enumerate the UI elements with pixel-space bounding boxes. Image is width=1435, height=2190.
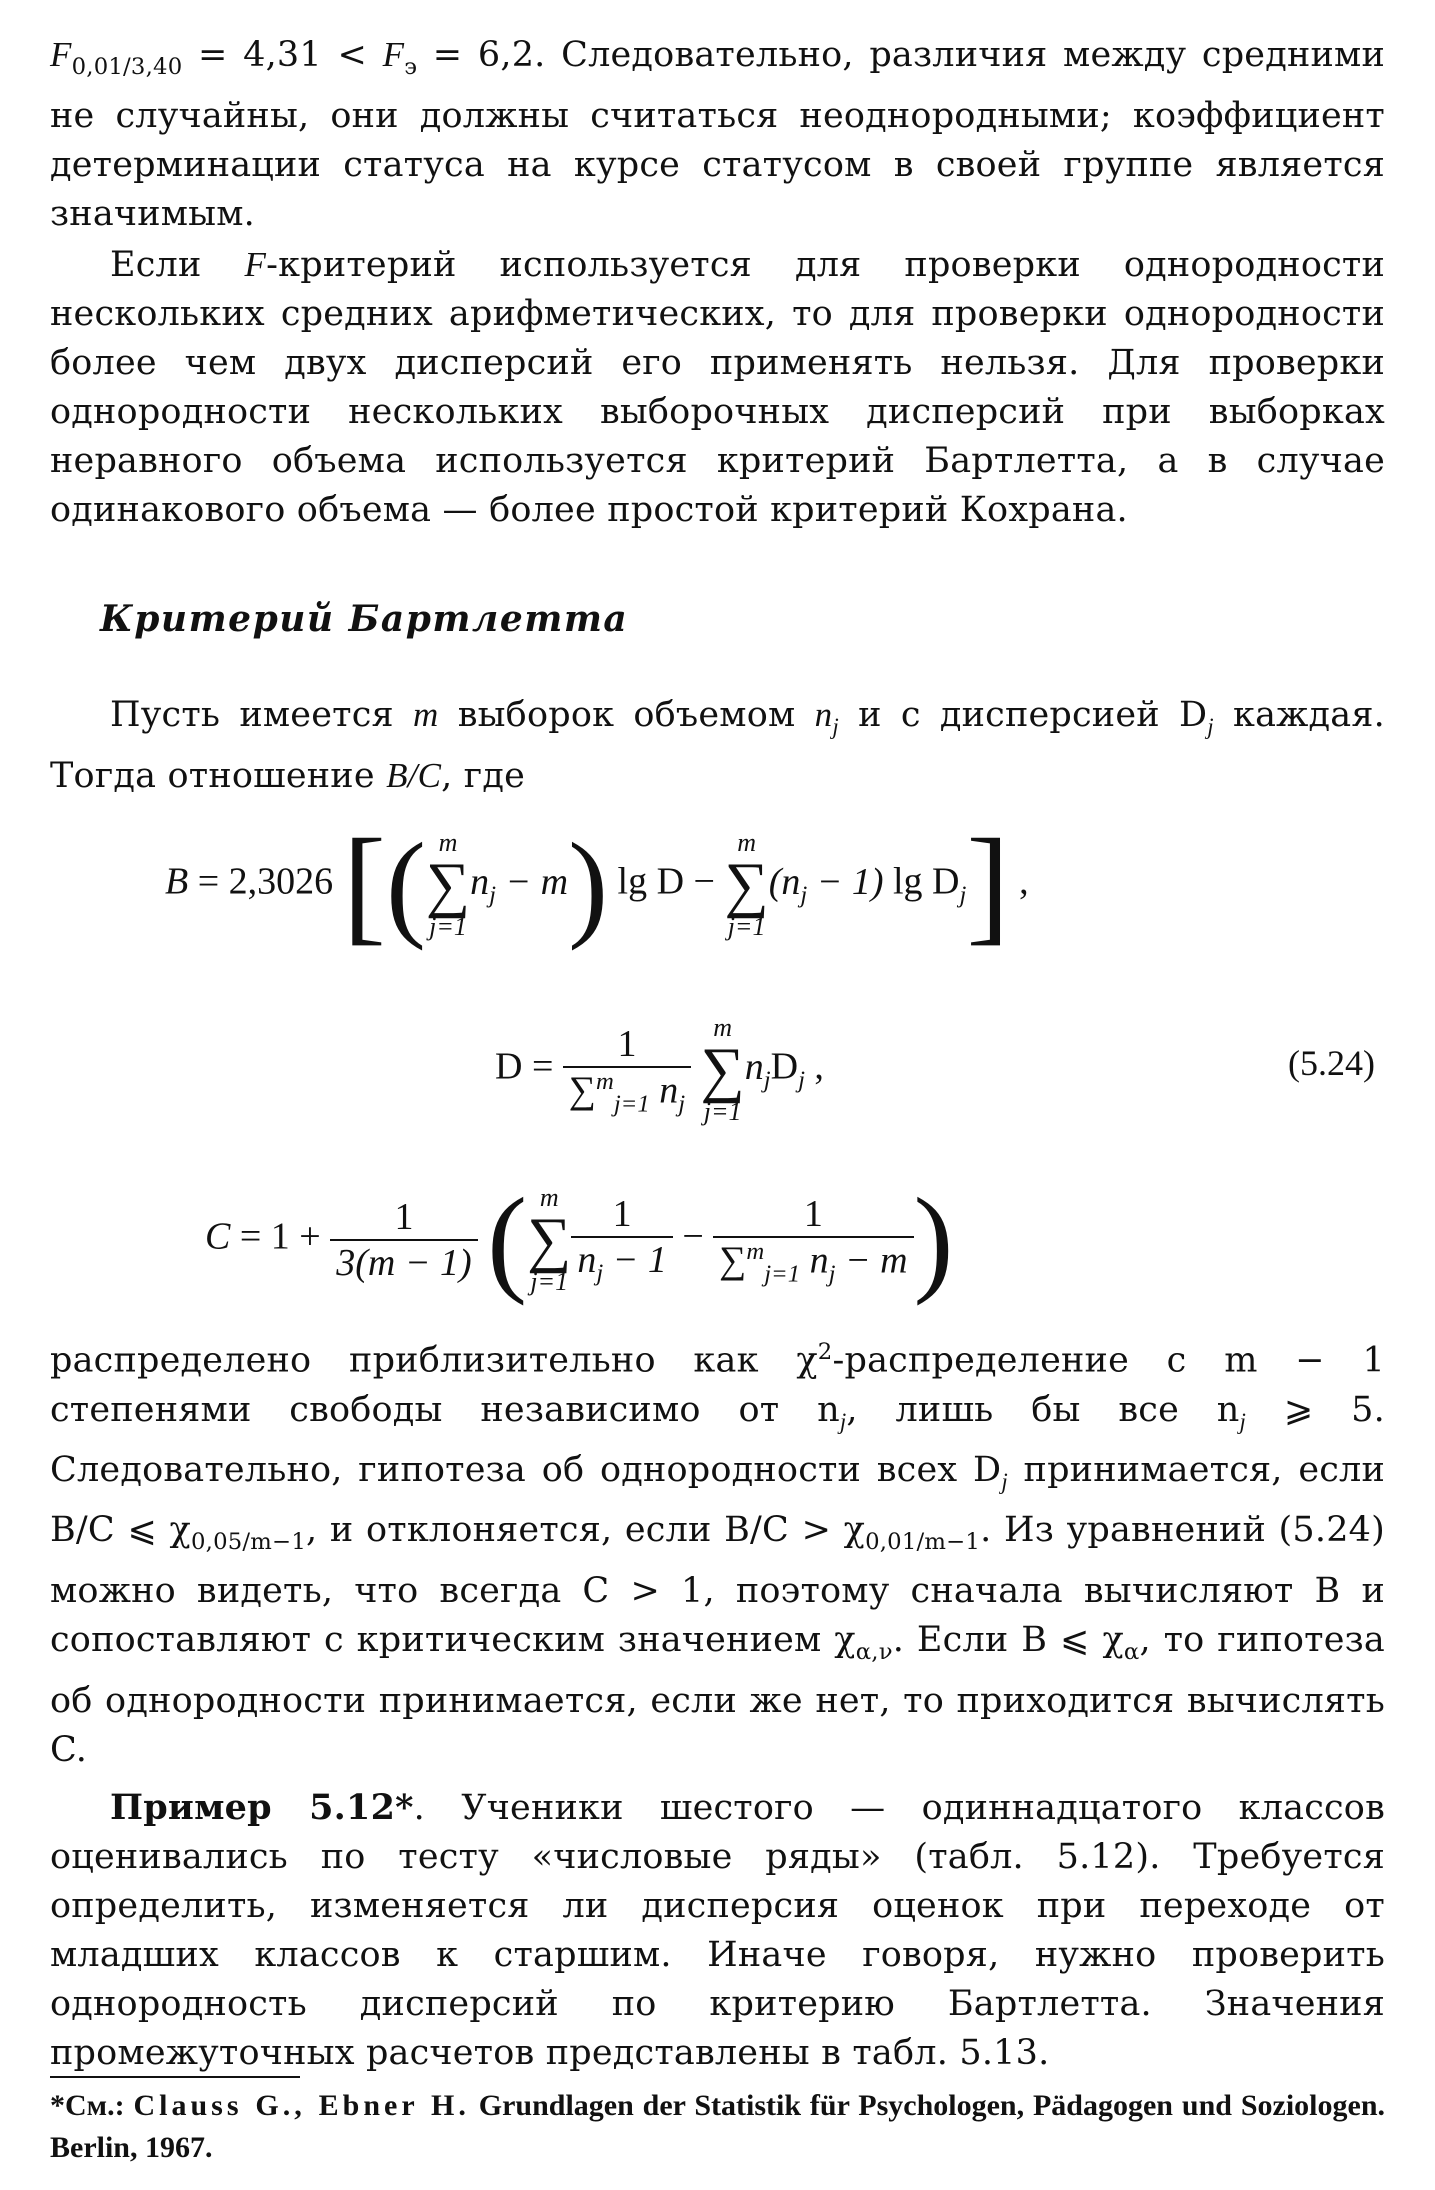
paragraph-example: Пример 5.12*. Ученики шестого — одиннадцатого классов оценивались по тесту «числовые ряды» (табл. 5.12). Требуется определить, изменяется ли дисперсия оценок при переходе от младших классов к старшим. Иначе говоря, нужно проверить однородность дисперсий по критерию Бартлетта. Значения промежуточных расчетов представлены в табл. 5.13. bbox=[50, 1786, 1385, 2073]
f-subscript: 0,01/3,40 bbox=[71, 54, 183, 80]
f-symbol: F bbox=[50, 35, 72, 74]
footnote: *См.: Clauss G., Ebner H. Grundlagen der Statistik für Psychologen, Pädagogen und Soziologen. Berlin, 1967. bbox=[50, 2089, 1386, 2164]
paragraph-text: -критерий используется для проверки однородности нескольких средних арифметических, то для проверки однородности более чем двух дисперсий его применять нельзя. Для проверки однородности нескольких выборочных дисперсий при выборках неравного объема используется критерий Бартлетта, а в случае одинакового объема — более простой критерий Кохрана. bbox=[50, 245, 1386, 530]
f-value: = 4,31 < bbox=[182, 35, 383, 75]
equation-c: C = 1 + $\frac{1}{3(m - 1)}$ ( m ∑ j=1 $\frac{1}{n_j - 1}$ − $\frac{1}{\sum^m_{j=1} n_j - m}$ ) bbox=[205, 1173, 954, 1306]
paragraph-f-criterion: Если F-критерий используется для проверки однородности нескольких средних арифметических, то для проверки однородности более чем двух дисперсий его применять нельзя. Для проверки однородности нескольких выборочных дисперсий при выборках неравного объема используется критерий Бартлетта, а в случае одинакового объема — более простой критерий Кохрана. bbox=[50, 245, 1386, 530]
equation-b: B = 2,3026 [( m ∑ j=1 $n_j - m$) lg D − m ∑ j=1 $(n_j - 1)$ $\lg D_j$] , bbox=[165, 813, 1029, 957]
explanation-block bbox=[50, 1328, 1385, 2078]
paragraph-conclusion bbox=[50, 30, 1385, 239]
fe-symbol: F bbox=[382, 35, 405, 74]
footnote-divider bbox=[50, 2076, 300, 2078]
paragraph-intro: Пусть имеется m выборок объемом $n_j$ и с дисперсией $D_j$ каждая. Тогда отношение B/C, где bbox=[50, 695, 1385, 796]
paragraph-distribution: распределено приблизительно как $\chi^2$-распределение с m − 1 степенями свободы независимо от $n_j$, лишь бы все $n_j$ ⩾ 5. Следовательно, гипотеза об однородности всех $D_j$ принимается, если B/C ⩽ $\chi_{0,05/m-1}$, и отклоняется, если $B/C > \chi_{0,01/m-1}$. Из уравнений (5.24) можно видеть, что всегда C > 1, поэтому сначала вычисляют B и сопоставляют с критическим значением $\chi_{\alpha,\nu}$. Если B ⩽ $\chi_\alpha$, то гипотеза об однородности принимается, если же нет, то приходится вычислять C. bbox=[50, 1339, 1386, 1770]
equation-d: D = $\frac{1}{\sum^m_{j=1} n_j}$ m ∑ j=1 $n_jD_j$ , bbox=[495, 1013, 824, 1126]
fe-subscript: э bbox=[404, 54, 418, 80]
formula-5-24 bbox=[50, 810, 1385, 1320]
footnote-authors: Clauss G., Ebner H. bbox=[133, 2089, 470, 2122]
equation-number: (5.24) bbox=[1288, 1043, 1375, 1083]
intro-block bbox=[50, 690, 1385, 801]
paragraph-text: = 6,2. Следовательно, различия между средними не случайны, они должны считаться неоднородными; коэффициент детерминации статуса на курсе статусом в своей группе является значимым. bbox=[50, 35, 1385, 234]
section-heading: Критерий Бартлетта bbox=[100, 598, 629, 640]
example-label: Пример 5.12* bbox=[110, 1786, 414, 1828]
